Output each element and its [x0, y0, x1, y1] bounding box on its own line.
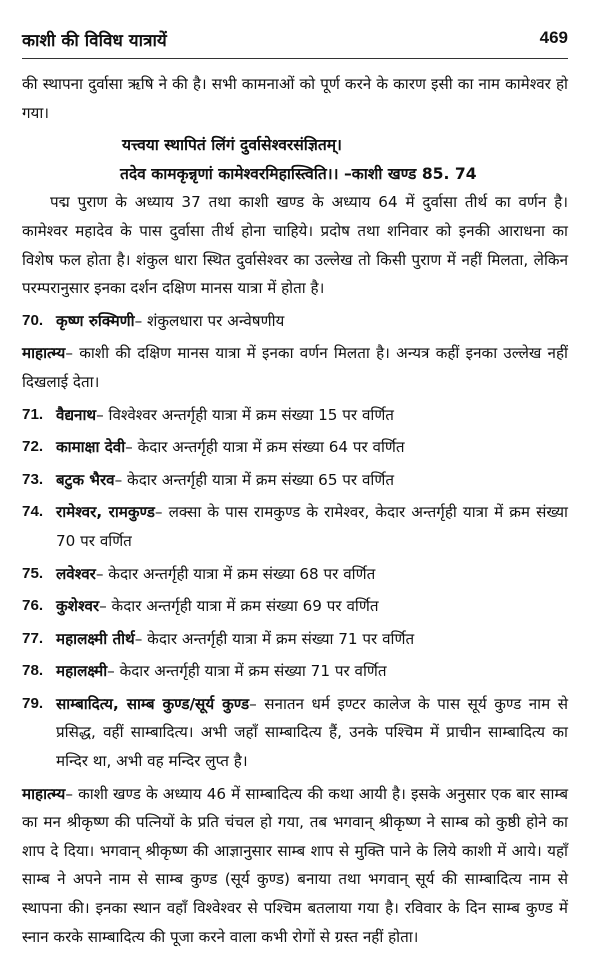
- entry-number: 78.: [22, 662, 44, 680]
- entry-79: [22, 690, 568, 776]
- entry-number: 75.: [22, 564, 44, 582]
- entry-71: [22, 401, 568, 430]
- page-number: 469: [539, 28, 568, 47]
- entry-number: 74.: [22, 503, 44, 521]
- entry-73: [22, 466, 568, 495]
- entry-title: वैद्यनाथ: [56, 405, 97, 424]
- mahatmya-79: [22, 780, 568, 952]
- entry-title: महालक्ष्मी तीर्थ: [56, 629, 135, 648]
- page-header: [22, 28, 568, 62]
- entry-title: कुशेश्वर: [56, 597, 100, 616]
- entry-number: 70.: [22, 311, 44, 329]
- entry-text: – केदार अन्तर्गृही यात्रा में क्रम संख्या 69 पर वर्णित: [99, 597, 379, 616]
- verse-line-1: यत्त्वया स्थापितं लिंगं दुर्वासेश्वरसंज्ञितम्।: [122, 136, 342, 155]
- entry-title: कृष्ण रुक्मिणी: [56, 311, 135, 330]
- entry-number: 79.: [22, 694, 44, 712]
- running-title: काशी की विविध यात्रायें: [22, 31, 167, 51]
- entry-77: [22, 625, 568, 654]
- entry-number: 77.: [22, 629, 44, 647]
- entry-title: साम्बादित्य, साम्ब कुण्ड/सूर्य कुण्ड: [56, 694, 250, 713]
- entry-title: बटुक भैरव: [56, 470, 115, 489]
- entry-number: 76.: [22, 597, 44, 615]
- entry-78: [22, 657, 568, 686]
- mahatmya-text: – काशी खण्ड के अध्याय 46 में साम्बादित्य की कथा आयी है। इसके अनुसार एक बार साम्ब का मन श्रीकृष्ण की पत्नियों के प्रति चंचल हो गया, तब भगवान् श्रीकृष्ण ने साम्ब को कुष्ठी होने का शाप दे दिया। भगवान् श्रीकृष्ण की आज्ञानुसार साम्ब शाप से मुक्ति पाने के लिये काशी में आये। यहाँ साम्ब ने अपने नाम से साम्ब कुण्ड (सूर्य कुण्ड) बनाया तथा भगवान् सूर्य की साम्बादित्य नाम से स्थापना की। इनका स्थान वहाँ विश्वेश्वर से पश्चिम बतलाया गया है। रविवार के दिन साम्ब कुण्ड में स्नान करके साम्बादित्य की पूजा करने वाला कभी रोगों से ग्रस्त नहीं होता।: [22, 784, 568, 946]
- intro-paragraph: की स्थापना दुर्वासा ऋषि ने की है। सभी कामनाओं को पूर्ण करने के कारण इसी का नाम कामेश्वर हो गया।: [22, 75, 568, 122]
- paragraph-durvasa: पद्म पुराण के अध्याय 37 तथा काशी खण्ड के अध्याय 64 में दुर्वासा तीर्थ का वर्णन है। कामेश्वर महादेव के पास दुर्वासा तीर्थ होना चाहिये। प्रदोष तथा शनिवार को इनकी आराधना का विशेष फल होता है। शंकुल धारा स्थित दुर्वासेश्वर का उल्लेख तो किसी पुराण में नहीं मिलता, लेकिन परम्परानुसार इनका दर्शन दक्षिण मानस यात्रा में होता है।: [22, 193, 568, 298]
- page-body: [22, 70, 568, 951]
- entry-title: रामेश्वर, रामकुण्ड: [56, 503, 155, 522]
- mahatmya-70: [22, 339, 568, 396]
- entry-75: [22, 560, 568, 589]
- header-rule: [22, 58, 568, 59]
- entry-70: [22, 307, 568, 336]
- entry-72: [22, 433, 568, 462]
- entry-text: – केदार अन्तर्गृही यात्रा में क्रम संख्या 71 पर वर्णित: [107, 662, 387, 681]
- entry-text: – केदार अन्तर्गृही यात्रा में क्रम संख्या 64 पर वर्णित: [125, 438, 405, 457]
- entry-number: 71.: [22, 405, 44, 423]
- entry-title: कामाक्षा देवी: [56, 438, 126, 457]
- entry-text: – विश्वेश्वर अन्तर्गृही यात्रा में क्रम संख्या 15 पर वर्णित: [96, 405, 394, 424]
- mahatmya-label: माहात्म्य: [22, 344, 66, 363]
- entry-number: 72.: [22, 438, 44, 456]
- entry-number: 73.: [22, 470, 44, 488]
- mahatmya-label: माहात्म्य: [22, 784, 66, 803]
- entry-74: [22, 498, 568, 555]
- entry-text: – लक्सा के पास रामकुण्ड के रामेश्वर, केदार अन्तर्गृही यात्रा में क्रम संख्या 70 पर वर्णित: [56, 503, 568, 550]
- entry-text: – केदार अन्तर्गृही यात्रा में क्रम संख्या 68 पर वर्णित: [95, 564, 376, 583]
- entry-title: महालक्ष्मी: [56, 662, 108, 681]
- entry-title: लवेश्वर: [56, 564, 96, 583]
- entry-text: – शंकुलधारा पर अन्वेषणीय: [134, 311, 285, 330]
- verse-line-2: तदेव कामकृन्नृणां कामेश्वरमिहास्त्विति।। –काशी खण्ड 85. 74: [120, 164, 477, 183]
- entry-text: – केदार अन्तर्गृही यात्रा में क्रम संख्या 65 पर वर्णित: [114, 470, 394, 489]
- entry-text: – सनातन धर्म इण्टर कालेज के पास सूर्य कुण्ड नाम से प्रसिद्ध, वहीं साम्बादित्य। अभी जहाँ साम्बादित्य हैं, उनके पश्चिम में प्राचीन साम्बादित्य का मन्दिर था, अभी वह मन्दिर लुप्त है।: [56, 694, 568, 771]
- entry-text: – केदार अन्तर्गृही यात्रा में क्रम संख्या 71 पर वर्णित: [134, 629, 415, 648]
- entry-76: [22, 592, 568, 621]
- mahatmya-text: – काशी की दक्षिण मानस यात्रा में इनका वर्णन मिलता है। अन्यत्र कहीं इनका उल्लेख नहीं दिखलाई देता।: [22, 344, 568, 391]
